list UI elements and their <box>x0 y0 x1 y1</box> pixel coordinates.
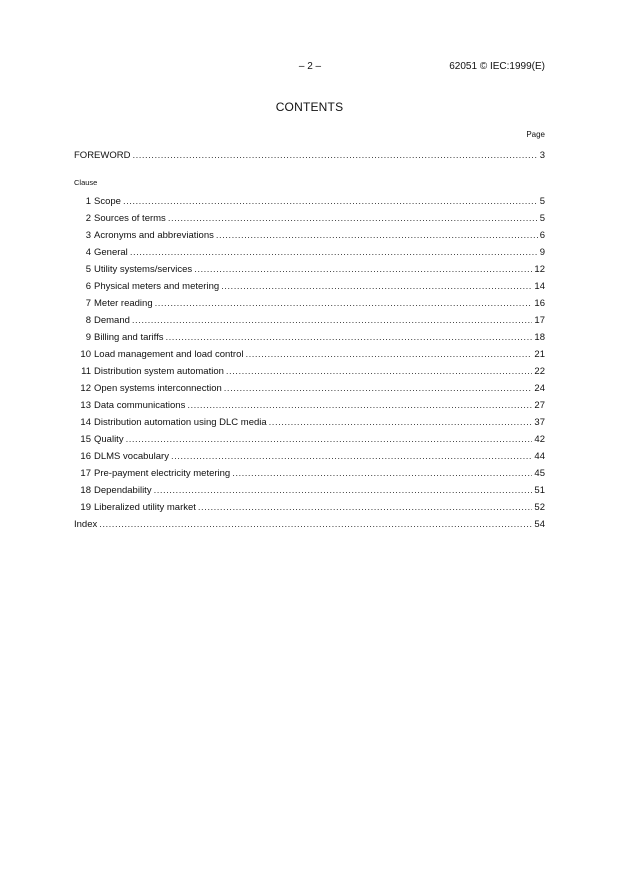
toc-entry-number: 16 <box>80 451 91 462</box>
toc-entry[interactable] <box>74 229 545 242</box>
toc-entry[interactable] <box>74 467 545 480</box>
toc-entry-number: 4 <box>85 247 91 258</box>
toc-entry-number: 12 <box>80 383 91 394</box>
toc-entry-page: 9 <box>539 247 545 258</box>
toc-entry-page: 22 <box>534 366 545 377</box>
toc-entry-title: Distribution automation using DLC media <box>94 417 267 428</box>
toc-entry-number: 15 <box>80 434 91 445</box>
toc-entry[interactable] <box>74 331 545 344</box>
dot-leader <box>216 229 538 242</box>
toc-entry-title: Acronyms and abbreviations <box>94 230 214 241</box>
toc-entry-page: 54 <box>534 519 545 530</box>
toc-entry[interactable] <box>74 450 545 463</box>
dot-leader <box>226 365 533 378</box>
toc-entry-page: 3 <box>539 150 545 161</box>
toc-entry-page: 17 <box>534 315 545 326</box>
dot-leader <box>198 501 533 514</box>
toc-entry-number: 14 <box>80 417 91 428</box>
dot-leader <box>232 467 532 480</box>
dot-leader <box>187 399 532 412</box>
toc-entry-page: 42 <box>534 434 545 445</box>
toc-entry-page: 51 <box>534 485 545 496</box>
toc-entry[interactable] <box>74 433 545 446</box>
toc-entry-page: 5 <box>539 196 545 207</box>
toc-entry-title: Index <box>74 519 98 530</box>
dot-leader <box>171 450 532 463</box>
toc-entry[interactable] <box>74 246 545 259</box>
toc-entry-number: 10 <box>80 349 91 360</box>
clause-column-label: Clause <box>74 178 98 187</box>
toc-entry[interactable] <box>74 484 545 497</box>
dot-leader <box>154 484 533 497</box>
toc-entry[interactable] <box>74 416 545 429</box>
toc-entry-number: 3 <box>85 230 91 241</box>
toc-entry-number: 2 <box>85 213 91 224</box>
toc-entry-page: 5 <box>539 213 545 224</box>
dot-leader <box>130 246 538 259</box>
toc-entry-title: General <box>94 247 128 258</box>
toc-entry[interactable] <box>74 212 545 225</box>
dot-leader <box>126 433 533 446</box>
toc-entry-page: 6 <box>539 230 545 241</box>
toc-entry-number: 11 <box>81 366 91 377</box>
toc-entry-title: DLMS vocabulary <box>94 451 169 462</box>
toc-entry-title: Open systems interconnection <box>94 383 222 394</box>
toc-entry-title: Sources of terms <box>94 213 166 224</box>
toc-entry-title: Liberalized utility market <box>94 502 196 513</box>
toc-entry-title: Scope <box>94 196 121 207</box>
toc-entry-page: 45 <box>534 468 545 479</box>
toc-entry-title: Pre-payment electricity metering <box>94 468 231 479</box>
page-column-label: Page <box>526 130 545 139</box>
toc-entry[interactable] <box>74 195 545 208</box>
toc-entry-title: Dependability <box>94 485 152 496</box>
toc-entry[interactable] <box>74 365 545 378</box>
toc-entry[interactable] <box>74 382 545 395</box>
toc-entry[interactable] <box>74 348 545 361</box>
dot-leader <box>224 382 533 395</box>
toc-entry-number: 18 <box>80 485 91 496</box>
toc-entry-page: 18 <box>534 332 545 343</box>
toc-entry-title: Load management and load control <box>94 349 244 360</box>
toc-entry-title: Physical meters and metering <box>94 281 220 292</box>
toc-entry-page: 27 <box>534 400 545 411</box>
dot-leader <box>132 149 537 162</box>
toc-entry-number: 17 <box>80 468 91 479</box>
document-reference: 62051 © IEC:1999(E) <box>449 61 545 72</box>
toc-entry-title: Distribution system automation <box>94 366 224 377</box>
dot-leader <box>245 348 532 361</box>
toc-entry-page: 24 <box>534 383 545 394</box>
toc-entry-title: Billing and tariffs <box>94 332 164 343</box>
toc-entry[interactable] <box>74 314 545 327</box>
toc-entry[interactable] <box>74 399 545 412</box>
toc-entry-title: FOREWORD <box>74 150 131 161</box>
toc-entry-page: 14 <box>534 281 545 292</box>
dot-leader <box>99 518 532 531</box>
toc-entry-page: 16 <box>534 298 545 309</box>
toc-entry[interactable] <box>74 280 545 293</box>
contents-heading: CONTENTS <box>275 100 344 114</box>
dot-leader <box>168 212 538 225</box>
toc-entry[interactable] <box>74 263 545 276</box>
toc-entry-number: 7 <box>85 298 91 309</box>
toc-entry-page: 52 <box>534 502 545 513</box>
toc-entry-number: 19 <box>80 502 91 513</box>
toc-entry-number: 1 <box>85 196 91 207</box>
dot-leader <box>269 416 533 429</box>
toc-entry-page: 37 <box>534 417 545 428</box>
toc-entry-title: Quality <box>94 434 124 445</box>
toc-entry-title: Meter reading <box>94 298 153 309</box>
toc-entry-page: 21 <box>534 349 545 360</box>
toc-entry[interactable] <box>74 297 545 310</box>
dot-leader <box>132 314 533 327</box>
dot-leader <box>166 331 533 344</box>
toc-entry-number: 8 <box>85 315 91 326</box>
page-number: – 2 – <box>298 61 322 72</box>
toc-entry-page: 12 <box>534 264 545 275</box>
dot-leader <box>155 297 533 310</box>
toc-entry-number: 9 <box>85 332 91 343</box>
dot-leader <box>123 195 538 208</box>
toc-entry-index[interactable] <box>74 518 545 531</box>
dot-leader <box>221 280 532 293</box>
toc-entry-title: Utility systems/services <box>94 264 193 275</box>
toc-entry-title: Demand <box>94 315 130 326</box>
toc-entry-page: 44 <box>534 451 545 462</box>
toc-entry-foreword[interactable] <box>74 149 545 162</box>
toc-entry-number: 6 <box>85 281 91 292</box>
toc-entry-number: 13 <box>80 400 91 411</box>
toc-entry-number: 5 <box>85 264 91 275</box>
dot-leader <box>194 263 532 276</box>
toc-entry-title: Data communications <box>94 400 186 411</box>
toc-entry[interactable] <box>74 501 545 514</box>
